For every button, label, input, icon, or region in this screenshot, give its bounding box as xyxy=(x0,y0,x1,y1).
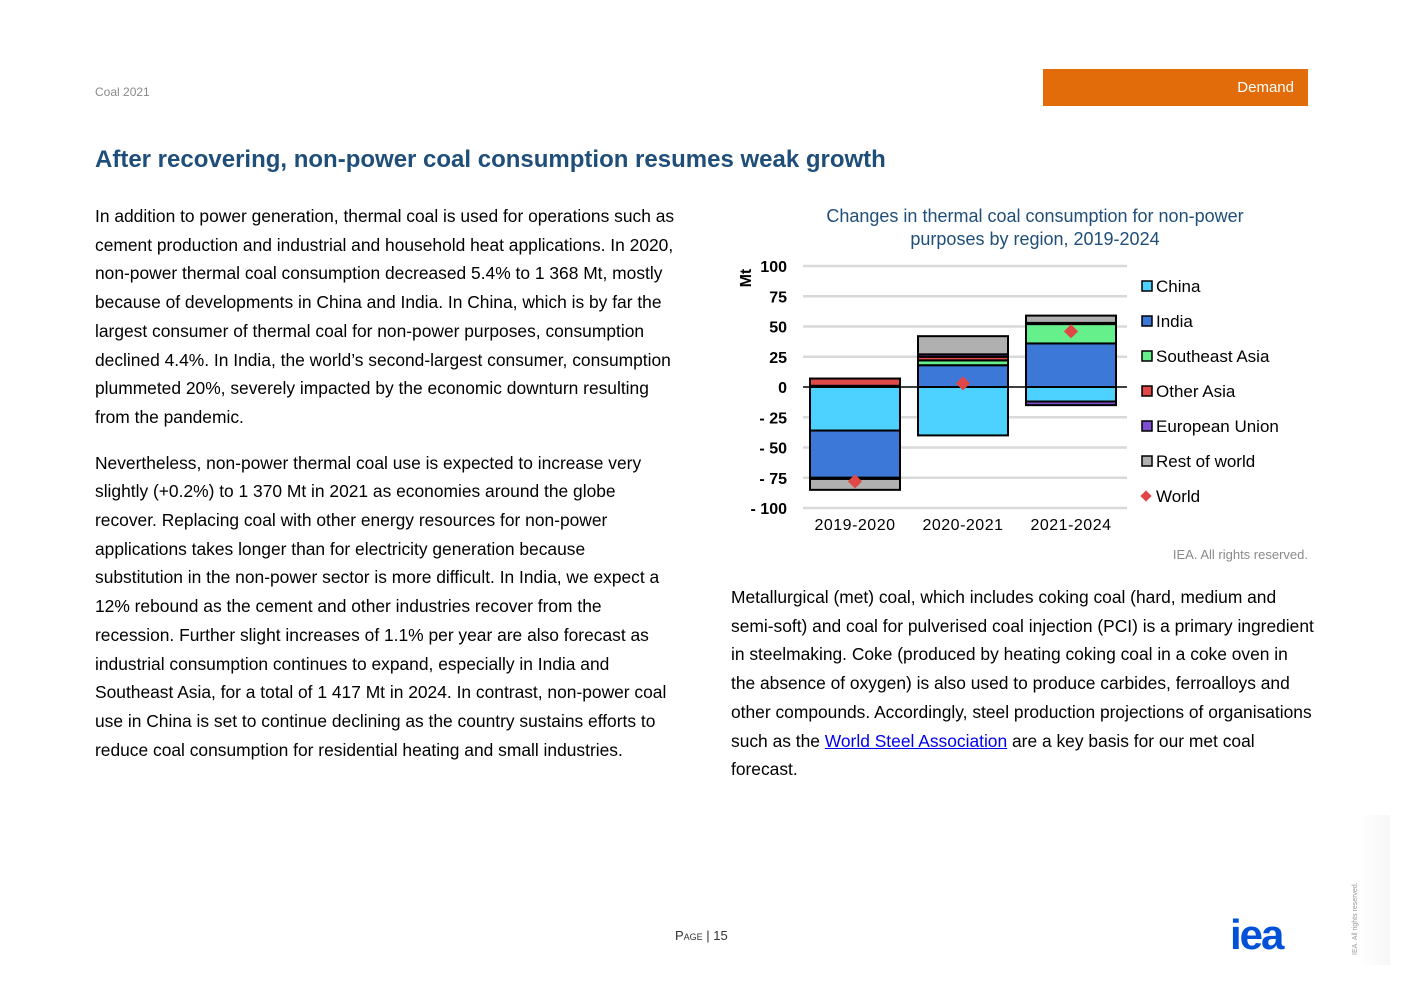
legend-label: Rest of world xyxy=(1156,452,1256,471)
x-tick-label: 2021-2024 xyxy=(1030,517,1112,534)
paragraph-text: are a key basis for our met coal forecast. xyxy=(731,730,1255,780)
legend-label: Southeast Asia xyxy=(1156,347,1270,366)
chart-title: Changes in thermal coal consumption for non-power purposes by region, 2019-2024 xyxy=(826,206,1244,249)
y-tick-label: - 25 xyxy=(759,410,787,428)
bar-segment-rest-of-world xyxy=(918,336,1008,354)
legend-label: Other Asia xyxy=(1156,382,1236,401)
y-tick-label: 50 xyxy=(769,319,787,337)
legend-swatch xyxy=(1142,351,1152,361)
page-title: After recovering, non-power coal consumption resumes weak growth xyxy=(95,146,886,173)
vertical-rights: IEA. All rights reserved. xyxy=(1352,882,1359,955)
world-steel-association-link[interactable]: World Steel Association xyxy=(824,730,1008,751)
x-tick-label: 2020-2021 xyxy=(922,517,1004,534)
x-tick-label: 2019-2020 xyxy=(814,517,896,534)
report-name: Coal 2021 xyxy=(95,85,150,99)
paragraph: Nevertheless, non-power thermal coal use is expected to increase very slightly (+0.2%) to 1 370 Mt in 2021 as economies around the globe recover. Replacing coal with other energy resources for non-power applications takes longer than for electricity generation because substitution in the non-power sector is more difficult. In India, we expect a 12% rebound as the cement and other industries recover from the recession. Further slight increases of 1.1% per year are also forecast as industrial consumption continues to expand, especially in India and Southeast Asia, for a total of 1 417 Mt in 2024. In contrast, non-power coal use in China is set to continue declining as the country sustains efforts to reduce coal consumption for residential heating and small industries. xyxy=(95,452,667,760)
bar-segment-india xyxy=(1026,343,1116,387)
bar-segment-china xyxy=(810,387,900,431)
page-number: Page | 15 xyxy=(675,928,728,943)
bar-segment-china xyxy=(918,387,1008,435)
page-label: Page xyxy=(675,928,703,943)
edge-shade xyxy=(1358,815,1390,965)
section-tag xyxy=(1043,69,1308,106)
y-tick-label: - 50 xyxy=(759,440,787,458)
iea-logo: iea xyxy=(1230,911,1283,958)
y-tick-label: 25 xyxy=(769,349,787,367)
page-number-value: 15 xyxy=(713,928,728,943)
legend-swatch xyxy=(1142,386,1152,396)
y-tick-label: - 100 xyxy=(750,501,787,518)
bar-segment-rest-of-world xyxy=(1026,316,1116,323)
legend-marker-world xyxy=(1140,490,1151,501)
bar-segment-other-asia xyxy=(810,379,900,386)
y-tick-label: - 75 xyxy=(759,470,787,488)
legend-swatch xyxy=(1142,421,1152,431)
right-column xyxy=(731,583,1316,801)
legend-label: China xyxy=(1156,277,1201,296)
section-label: Demand xyxy=(1237,79,1294,96)
paragraph xyxy=(731,583,1316,784)
paragraph-text: Metallurgical (met) coal, which includes coking coal (hard, medium and semi-soft) and coal for pulverised coal injection (PCI) is a primary ingredient in steelmaking. Coke (produced by heating coking coal in a coke oven in the absence of oxygen) is also used to produce carbides, ferroalloys and other compounds. Accordingly, steel production projections of organisations such as the xyxy=(731,587,1314,751)
chart-credit: IEA. All rights reserved. xyxy=(1172,547,1308,562)
bar-segment-european-union xyxy=(1026,402,1116,406)
y-tick-label: 100 xyxy=(760,259,787,276)
left-column xyxy=(95,202,675,781)
legend-swatch xyxy=(1142,456,1152,466)
paragraph: In addition to power generation, thermal coal is used for operations such as cement production and industrial and household heat applications. In 2020, non-power thermal coal consumption decreased 5.4% to 1 368 Mt, mostly because of developments in China and India. In China, which is by far the largest consumer of thermal coal for non-power purposes, consumption declined 4.4%. In India, the world’s second-largest consumer, consumption plummeted 20%, severely impacted by the economic downturn resulting from the pandemic. xyxy=(95,206,675,427)
legend-swatch xyxy=(1142,316,1152,326)
legend-label: European Union xyxy=(1156,417,1279,436)
bar-segment-india xyxy=(810,431,900,478)
y-axis-label: Mt xyxy=(738,268,755,288)
bar-segment-china xyxy=(1026,387,1116,402)
stacked-bar-chart xyxy=(730,250,1330,545)
y-tick-label: 75 xyxy=(769,289,787,307)
legend-swatch xyxy=(1142,281,1152,291)
legend-label: India xyxy=(1156,312,1193,331)
legend-label: World xyxy=(1156,487,1201,506)
y-tick-label: 0 xyxy=(778,380,787,397)
